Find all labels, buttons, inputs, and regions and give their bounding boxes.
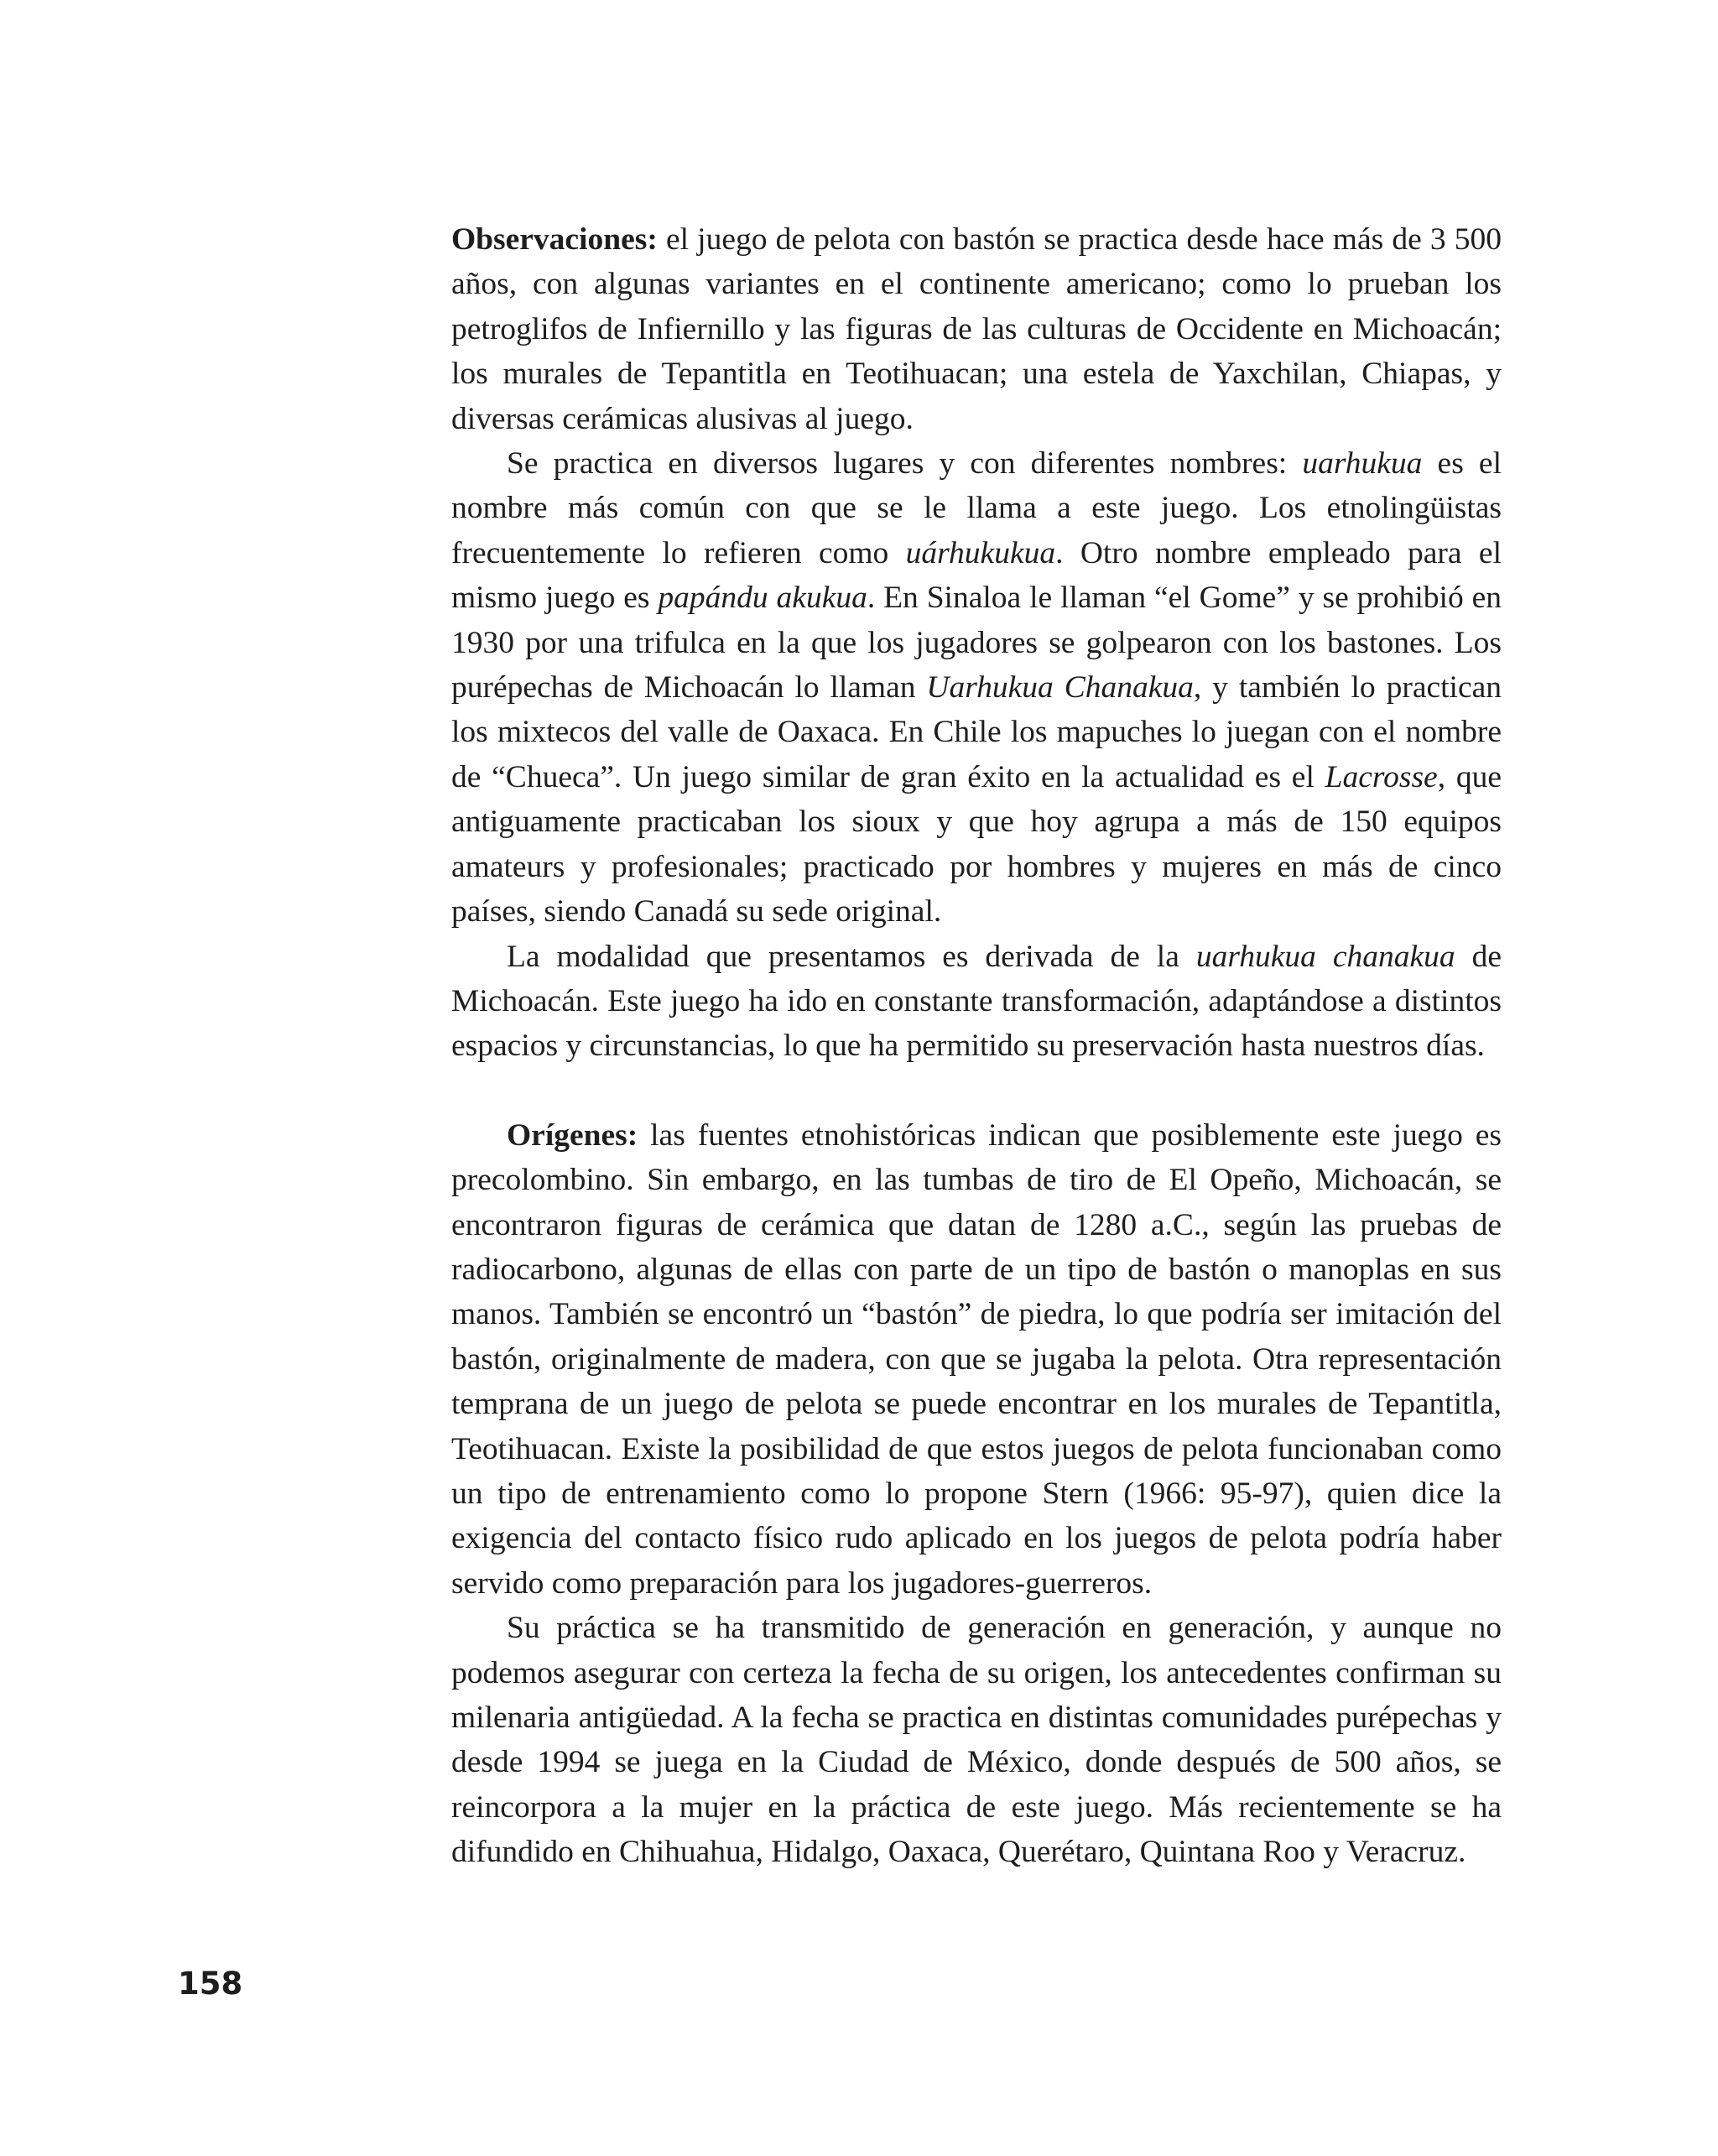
origenes-paragraph-2 <box>451 1606 1502 1874</box>
text-run: , y también lo practican los mixtecos del valle de Oaxaca. En Chile los mapuches lo juegan con el nombre de “Chueca”. Un juego similar de gran éxito en la actualidad es el <box>451 670 1502 794</box>
text-run: La modalidad que presentamos es derivada de la <box>507 939 1196 974</box>
text-run: . En Sinaloa le llaman “el Gome” y se prohibió en 1930 por una trifulca en la que los jugadores se golpearon con los bastones. Los purépechas de Michoacán lo llaman <box>451 581 1502 706</box>
text-run: Se practica en diversos lugares y con diferentes nombres: <box>507 446 1303 482</box>
body-text <box>451 217 1502 1875</box>
observaciones-paragraph-3 <box>451 935 1502 1069</box>
italic-term: uarhukua <box>1302 446 1423 482</box>
italic-term: Lacrosse <box>1325 759 1438 794</box>
observaciones-paragraph-2 <box>451 441 1502 934</box>
observaciones-heading: Observaciones: <box>451 222 658 257</box>
italic-term: papándu akukua <box>658 581 867 616</box>
italic-term: uárhukukua <box>905 535 1056 570</box>
italic-term: Uarhukua Chanakua <box>926 670 1194 706</box>
text-run: de Michoacán. Este juego ha ido en constante transformación, adaptándose a distintos espacios y circunstancias, lo que ha permitido su preservación hasta nuestros días. <box>451 939 1502 1064</box>
page-number: 158 <box>178 1966 243 2002</box>
italic-term: uarhukua chanakua <box>1195 939 1455 974</box>
text-run: es el nombre más común con que se le llama a este juego. Los etnolingüistas frecuentemente lo refieren como <box>451 446 1502 570</box>
origenes-text-2: Su práctica se ha transmitido de generación en generación, y aunque no podemos asegurar con certeza la fecha de su origen, los antecedentes confirman su milenaria antigüedad. A la fecha se practica en distintas comunidades purépechas y desde 1994 se juega en la Ciudad de México, donde después de 500 años, se reincorpora a la mujer en la práctica de este juego. Más recientemente se ha difundido en Chihuahua, Hidalgo, Oaxaca, Querétaro, Quintana Roo y Veracruz. <box>451 1611 1502 1870</box>
text-run: . Otro nombre empleado para el mismo juego es <box>451 535 1502 616</box>
observaciones-paragraph-1 <box>451 217 1502 441</box>
origenes-heading: Orígenes: <box>507 1117 638 1153</box>
text-run: , que antiguamente practicaban los sioux y que hoy agrupa a más de 150 equipos amateurs y profesionales; practicado por hombres y mujeres en más de cinco países, siendo Canadá su sede original. <box>451 759 1502 930</box>
origenes-paragraph-1 <box>451 1113 1502 1606</box>
origenes-text-1: las fuentes etnohistóricas indican que posiblemente este juego es precolombino. Sin embargo, en las tumbas de tiro de El Opeño, Michoacán, se encontraron figuras de cerámica que datan de 1280 a.C., según las pruebas de radiocarbono, algunas de ellas con parte de un tipo de bastón o manoplas en sus manos. También se encontró un “bastón” de piedra, lo que podría ser imitación del bastón, originalmente de madera, con que se jugaba la pelota. Otra representación temprana de un juego de pelota se puede encontrar en los murales de Tepantitla, Teotihuacan. Existe la posibilidad de que estos juegos de pelota funcionaban como un tipo de entrenamiento como lo propone Stern (1966: 95-97), quien dice la exigencia del contacto físico rudo aplicado en los juegos de pelota podría haber servido como preparación para los jugadores-guerreros. <box>451 1117 1502 1601</box>
observaciones-text-1: el juego de pelota con bastón se practica desde hace más de 3 500 años, con algunas variantes en el continente americano; como lo prueban los petroglifos de Infiernillo y las figuras de las culturas de Occidente en Michoacán; los murales de Tepantitla en Teotihuacan; una estela de Yaxchilan, Chiapas, y diversas cerámicas alusivas al juego. <box>451 222 1502 436</box>
